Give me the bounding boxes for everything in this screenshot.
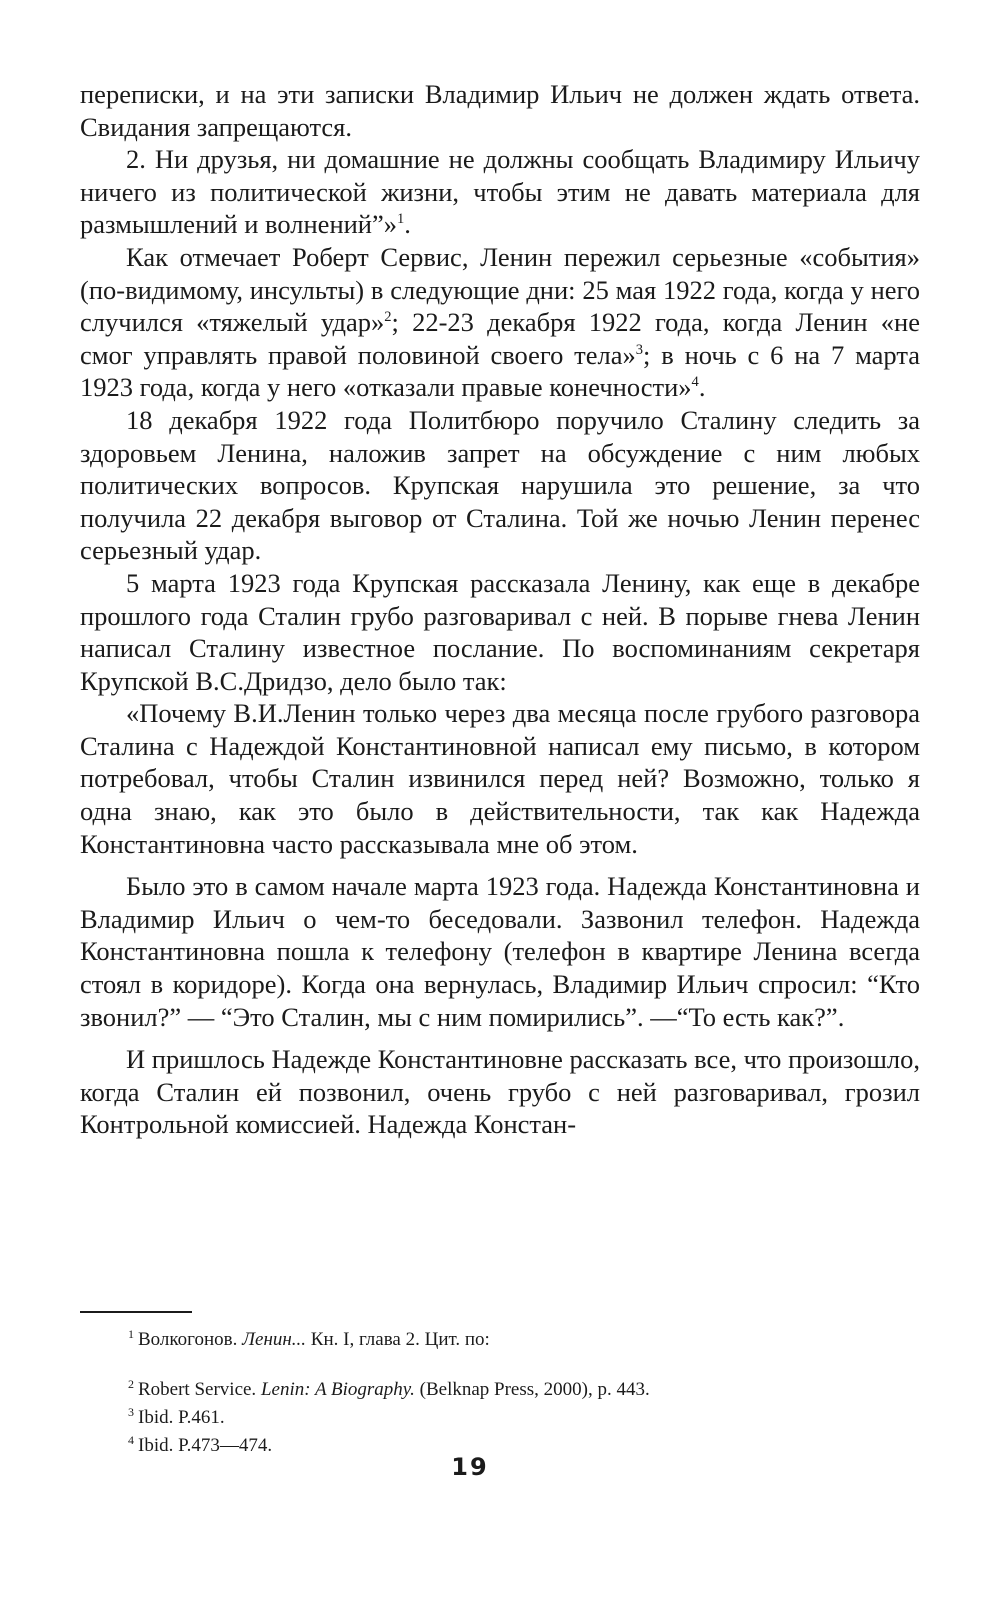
footnote-reference: 3	[635, 341, 644, 358]
paragraph	[80, 143, 920, 241]
footnote	[128, 1404, 908, 1432]
text-run: Было это в самом начале марта 1923 года. Надежда Константиновна и Владимир Ильич о чем-то беседовали. Зазвонил телефон. Надежда Константиновна пошла к телефону (телефон в квартире Ленина всегда стоял в коридоре). Когда она вернулась, Владимир Ильич спросил: “Кто звонил?” — “Это Сталин, мы с ним помирились”. —“То есть как?”.	[80, 871, 920, 1032]
text-run: (Belknap Press, 2000), p. 443.	[414, 1379, 650, 1400]
text-run: 18 декабря 1922 года Политбюро поручило Сталину следить за здоровьем Ленина, наложив запрет на обсуждение с ним любых политических вопросов. Крупская нарушила это решение, за что получила 22 декабря выговор от Сталина. Той же ночью Ленин перенес серьезный удар.	[80, 404, 920, 566]
text-run: 5 марта 1923 года Крупская рассказала Ленину, как еще в декабре прошлого года Сталин грубо разговаривал с ней. В порыве гнева Ленин написал Сталину известное послание. По воспоминаниям секретаря Крупской В.С.Дридзо, дело было так:	[80, 567, 920, 696]
text-run: ; 22-23 декабря 1922 года, когда Ленин «не смог управлять правой половиной своего тела»	[80, 307, 920, 370]
text-run: «Почему В.И.Ленин только через два месяца после грубого разговора Сталина с Надеждой Константиновной написал ему письмо, в котором потребовал, чтобы Сталин извинился перед ней? Возможно, только я одна знаю, как это было в действительности, так как Надежда Константиновна часто рассказывала мне об этом.	[80, 698, 920, 859]
italic-title: Ленин...	[242, 1329, 307, 1350]
page-number: 19	[451, 1453, 489, 1481]
footnote-reference: 4	[691, 374, 699, 391]
text-run: Как отмечает Роберт Сервис, Ленин пережил серьезные «события» (по-видимому, инсульты) в следующие дни: 25 мая 1922 года, когда у него случился «тяжелый удар»	[80, 241, 920, 338]
footnote	[128, 1326, 908, 1354]
text-run: Robert Service.	[138, 1379, 261, 1400]
footnote-number: 3	[128, 1404, 134, 1419]
text-run: Кн. I, глава 2. Цит. по:	[306, 1329, 490, 1350]
footnotes	[128, 1326, 908, 1460]
text-run: переписки, и на эти записки Владимир Ильич не должен ждать ответа. Свидания запрещаются.	[80, 79, 920, 142]
text-run: Ibid. P.461.	[138, 1407, 225, 1428]
paragraph	[80, 1043, 920, 1141]
paragraph	[80, 241, 920, 404]
text-run: И пришлось Надежде Константиновне рассказать все, что произошло, когда Сталин ей позвонил, очень грубо с ней разговаривал, грозил Контрольной комиссией. Надежда Констан-	[80, 1044, 920, 1140]
paragraph	[80, 870, 920, 1033]
footnote-number: 4	[128, 1432, 134, 1447]
paragraph	[80, 404, 920, 567]
text-run: ; в ночь с 6 на 7 марта 1923 года, когда у него «отказали правые конечности»	[80, 339, 920, 403]
footnote-number: 2	[128, 1376, 134, 1391]
text-run: .	[404, 209, 411, 240]
footnote-separator	[80, 1311, 192, 1313]
paragraph	[80, 697, 920, 860]
main-text	[80, 78, 920, 1141]
footnote-reference: 1	[397, 211, 405, 228]
text-run: Ibid. P.473—474.	[138, 1435, 273, 1456]
paragraph	[80, 78, 920, 143]
italic-title: Lenin: A Biography.	[260, 1379, 415, 1400]
footnote	[128, 1376, 908, 1404]
text-run: .	[698, 372, 706, 403]
text-run: Волкогонов.	[138, 1329, 243, 1350]
footnote-number: 1	[128, 1326, 134, 1341]
text-run: 2. Ни друзья, ни домашние не должны сообщать Владимиру Ильичу ничего из политической жизни, чтобы этим не давать материала для размышлений и волнений”»	[80, 144, 920, 240]
footnote-reference: 2	[384, 309, 392, 326]
paragraph	[80, 567, 920, 697]
